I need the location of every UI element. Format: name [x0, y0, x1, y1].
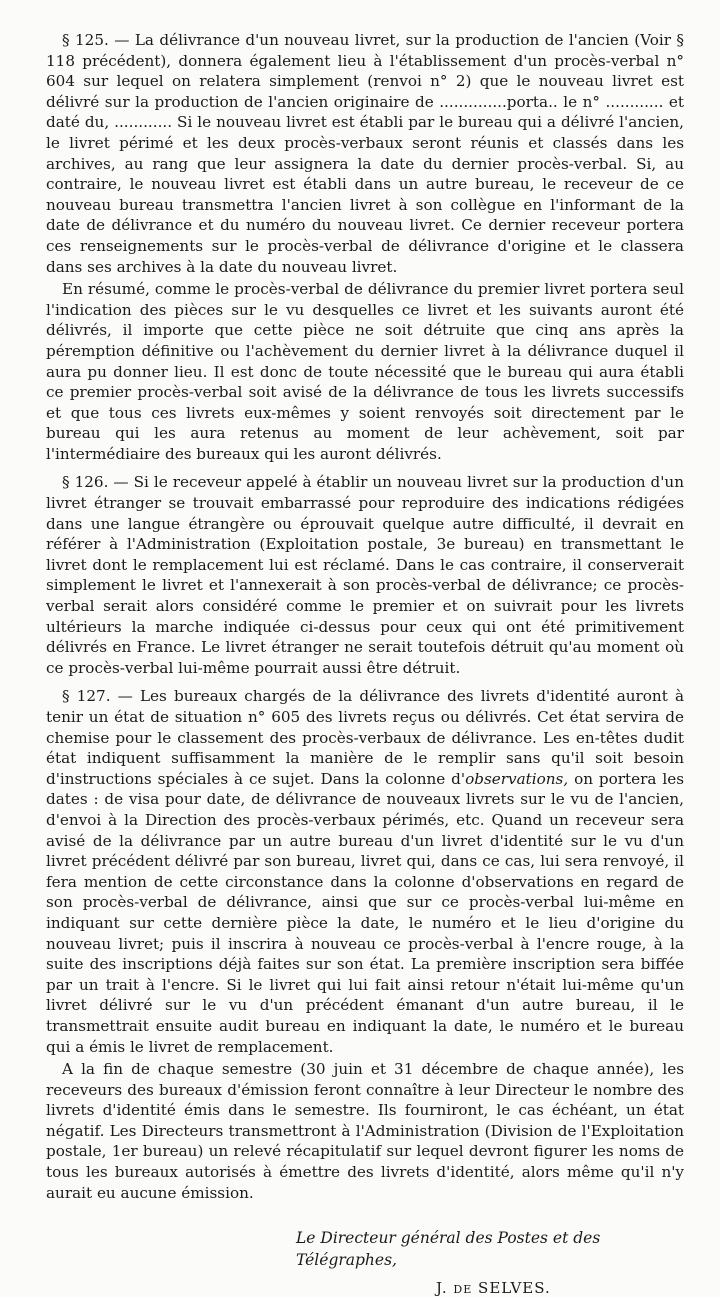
signer-particle: de — [453, 1279, 473, 1297]
paragraph-section-125: § 125. — La délivrance d'un nouveau livret, sur la production de l'ancien (Voir § 118 précédent), donnera également lieu à l'établissement d'un procès-verbal n° 604 sur lequel on relatera simplement (renvoi n° 2) que le nouveau livret est délivré sur la production de l'ancien originaire de ..............porta.. le n° ............ et daté du, ............ Si le nouveau livret est établi par le bureau qui a délivré l'ancien, le livret périmé et les deux procès-verbaux seront réunis et classés dans les archives, au rang que leur assignera la date du dernier procès-verbal. Si, au contraire, le nouveau livret est établi dans un autre bureau, le receveur de ce nouveau bureau transmettra l'ancien livret à son collègue en l'informant de la date de délivrance et du numéro du nouveau livret. Ce dernier receveur portera ces renseignements sur le procès-verbal de délivrance d'origine et le classera dans ses archives à la date du nouveau livret. — [46, 31, 684, 276]
signer-initial: J. — [436, 1279, 448, 1297]
signature-name — [46, 1279, 684, 1297]
paragraph-section-127-part-1: § 127. — Les bureaux chargés de la délivrance des livrets d'identité auront à tenir un état de situation n° 605 des livrets reçus ou délivrés. Cet état servira de chemise pour le classement des procès-verbaux de délivrance. Les en-têtes dudit état indiquent suffisamment la manière de le remplir sans qu'il soit besoin d'instructions spéciales à ce sujet. Dans la colonne d' — [46, 687, 684, 788]
paragraph-section-126: § 126. — Si le receveur appelé à établir un nouveau livret sur la production d'un livret étranger se trouvait embarrassé pour reproduire des indications rédigées dans une langue étrangère ou éprouvait quelque autre difficulté, il devrait en référer à l'Administration (Exploitation postale, 3e bureau) en transmettant le livret dont le remplacement lui est réclamé. Dans le cas contraire, il conserverait simplement le livret et l'annexerait à son procès-verbal de délivrance; ce procès-verbal serait alors considéré comme le premier et on suivrait pour les livrets ultérieurs la marche indiquée ci-dessus pour ceux qui ont été primitivement délivrés en France. Le livret étranger ne serait toutefois détruit qu'au moment où ce procès-verbal lui-même pourrait aussi être détruit. — [46, 473, 684, 677]
paragraph-section-125-summary: En résumé, comme le procès-verbal de délivrance du premier livret portera seul l'indication des pièces sur le vu desquelles ce livret et les suivants auront été délivrés, il importe que cette pièce ne soit détruite que cinq ans après la péremption définitive ou l'achèvement du dernier livret à la délivrance duquel il aura pu donner lieu. Il est donc de toute nécessité que le bureau qui aura établi ce premier procès-verbal soit avisé de la délivrance de tous les livrets successifs et que tous ces livrets eux-mêmes y soient renvoyés soit directement par le bureau qui les aura retenus au moment de leur achèvement, soit par l'intermédiaire des bureaux qui les auront délivrés. — [46, 280, 684, 463]
paragraph-section-127 — [46, 686, 684, 1057]
paragraph-section-127-semester: A la fin de chaque semestre (30 juin et 31 décembre de chaque année), les receveurs des bureaux d'émission feront connaître à leur Directeur le nombre des livrets d'identité émis dans le semestre. Ils fourniront, le cas échéant, un état négatif. Les Directeurs transmettront à l'Administration (Division de l'Exploitation postale, 1er bureau) un relevé récapitulatif sur lequel devront figurer les noms de tous les bureaux autorisés à émettre des livrets d'identité, alors même qu'il n'y aurait eu aucune émission. — [46, 1060, 684, 1202]
paragraph-section-127-part-2: on portera les dates : de visa pour date, de délivrance de nouveaux livrets sur le vu de l'ancien, d'envoi à la Direction des procès-verbaux périmés, etc. Quand un receveur sera avisé de la délivrance par un autre bureau d'un livret d'identité sur le vu d'un livret précédent délivré par son bureau, livret qui, dans ce cas, lui sera renvoyé, il fera mention de cette circonstance dans la colonne d'observations en regard de son procès-verbal de délivrance, ainsi que sur ce procès-verbal lui-même en indiquant sur cette dernière pièce la date, le numéro et le lieu d'origine du nouveau livret; puis il inscrira à nouveau ce procès-verbal à l'encre rouge, à la suite des inscriptions déjà faites sur son état. La première inscription sera biffée par un trait à l'encre. Si le livret qui lui fait ainsi retour n'était lui-même qu'un livret délivré sur le vu d'un précédent émanant d'un autre bureau, il le transmettrait ensuite audit bureau en indiquant la date, le numéro et le bureau qui a émis le livret de remplacement. — [46, 769, 684, 1056]
observations-emphasis: observations, — [465, 769, 569, 788]
signer-surname: SELVES. — [478, 1279, 551, 1297]
signature-title: Le Directeur général des Postes et des Télégraphes, — [296, 1229, 601, 1270]
